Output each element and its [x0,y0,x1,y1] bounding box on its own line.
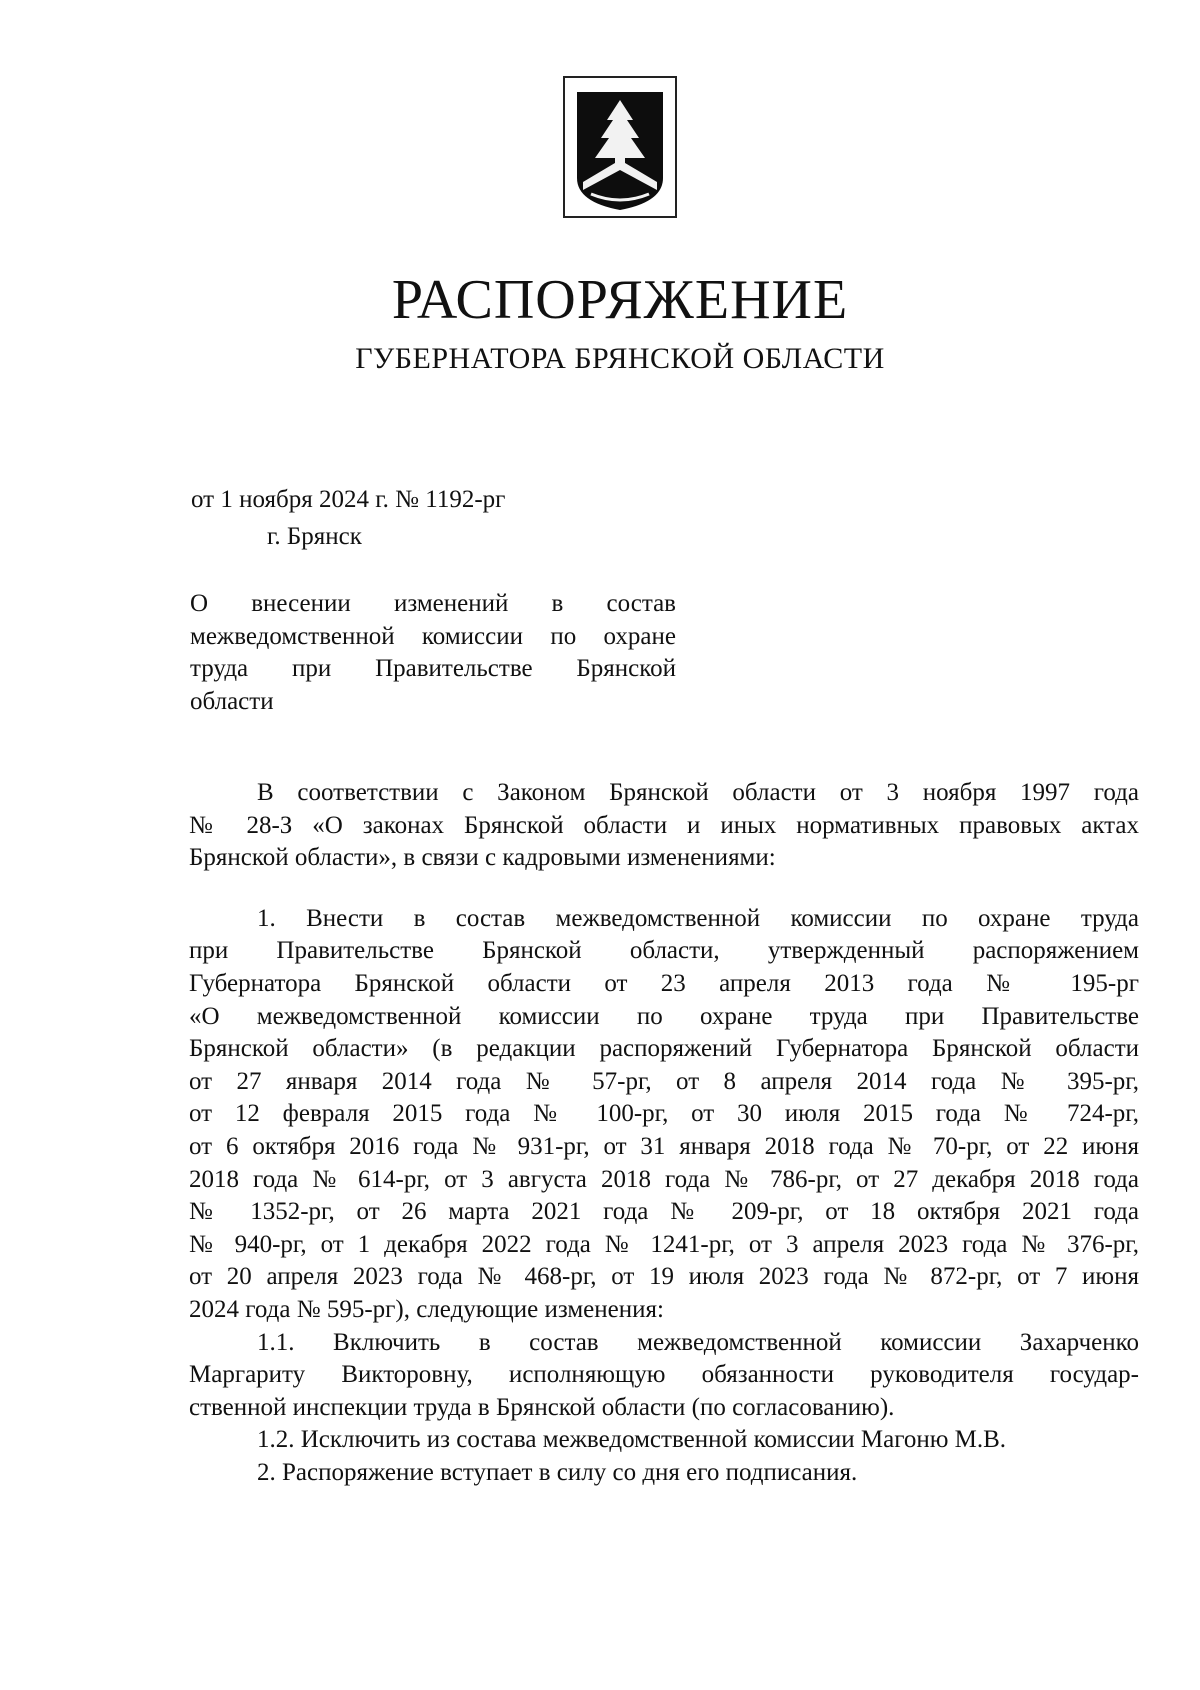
coat-of-arms-emblem [561,74,679,220]
text-line: от 12 февраля 2015 года № 100-рг, от 30 июля 2015 года № 724-рг, [189,1100,1139,1128]
coat-of-arms-icon [561,74,679,220]
text-line: «О межведомственной комиссии по охране труда при Правительстве [189,1002,1139,1030]
text-line: от 20 апреля 2023 года № 468-рг, от 19 июля 2023 года № 872-рг, от 7 июня [189,1263,1139,1291]
text-line: № 940-рг, от 1 декабря 2022 года № 1241-рг, от 3 апреля 2023 года № 376-рг, [189,1230,1139,1258]
item-1-1-paragraph [189,1327,1139,1425]
date-number-line: от 1 ноября 2024 г. № 1192-рг [191,486,506,513]
item-1-paragraph [189,903,1139,1327]
text-line: Брянской области» (в редакции распоряжений Губернатора Брянской области [189,1035,1139,1063]
text-line: 2. Распоряжение вступает в силу со дня его подписания. [257,1458,858,1486]
text-line: 1.1. Включить в состав межведомственной комиссии Захарченко [257,1328,1139,1356]
document-title: РАСПОРЯЖЕНИЕ [391,269,849,331]
subject-block [190,588,676,718]
text-line: 1. Внести в состав межведомственной комиссии по охране труда [257,904,1139,932]
preamble-paragraph [189,777,1139,875]
text-line: В соответствии с Законом Брянской области от 3 ноября 1997 года [257,779,1139,806]
subject-line: межведомственной комиссии по охране [190,622,676,650]
paragraph-gap [189,875,1139,903]
city-line: г. Брянск [267,523,362,550]
text-line: № 1352-рг, от 26 марта 2021 года № 209-рг, от 18 октября 2021 года [189,1198,1139,1226]
document-subtitle: ГУБЕРНАТОРА БРЯНСКОЙ ОБЛАСТИ [355,342,885,375]
subject-line: области [190,687,274,715]
text-line: № 28-З «О законах Брянской области и иных нормативных правовых актах [189,811,1139,839]
text-line: 2024 года № 595-рг), следующие изменения: [189,1295,664,1323]
text-line: ственной инспекции труда в Брянской области (по согласованию). [189,1393,895,1421]
text-line: от 6 октября 2016 года № 931-рг, от 31 января 2018 года № 70-рг, от 22 июня [189,1132,1139,1160]
text-line: 2018 года № 614-рг, от 3 августа 2018 года № 786-рг, от 27 декабря 2018 года [189,1165,1139,1193]
text-line: от 27 января 2014 года № 57-рг, от 8 апреля 2014 года № 395-рг, [189,1067,1139,1095]
text-line: Брянской области», в связи с кадровыми изменениями: [189,844,776,872]
text-line: Губернатора Брянской области от 23 апреля 2013 года № 195-рг [189,969,1139,997]
subject-line: О внесении изменений в состав [190,590,676,617]
text-line: 1.2. Исключить из состава межведомственной комиссии Магоню М.В. [257,1426,1007,1454]
text-line: Маргариту Викторовну, исполняющую обязанности руководителя государ- [189,1361,1139,1389]
item-1-2-paragraph [189,1424,1139,1457]
text-line: при Правительстве Брянской области, утвержденный распоряжением [189,937,1139,965]
document-body [189,777,1139,1489]
item-2-paragraph [189,1457,1139,1490]
subject-line: труда при Правительстве Брянской [190,655,676,682]
